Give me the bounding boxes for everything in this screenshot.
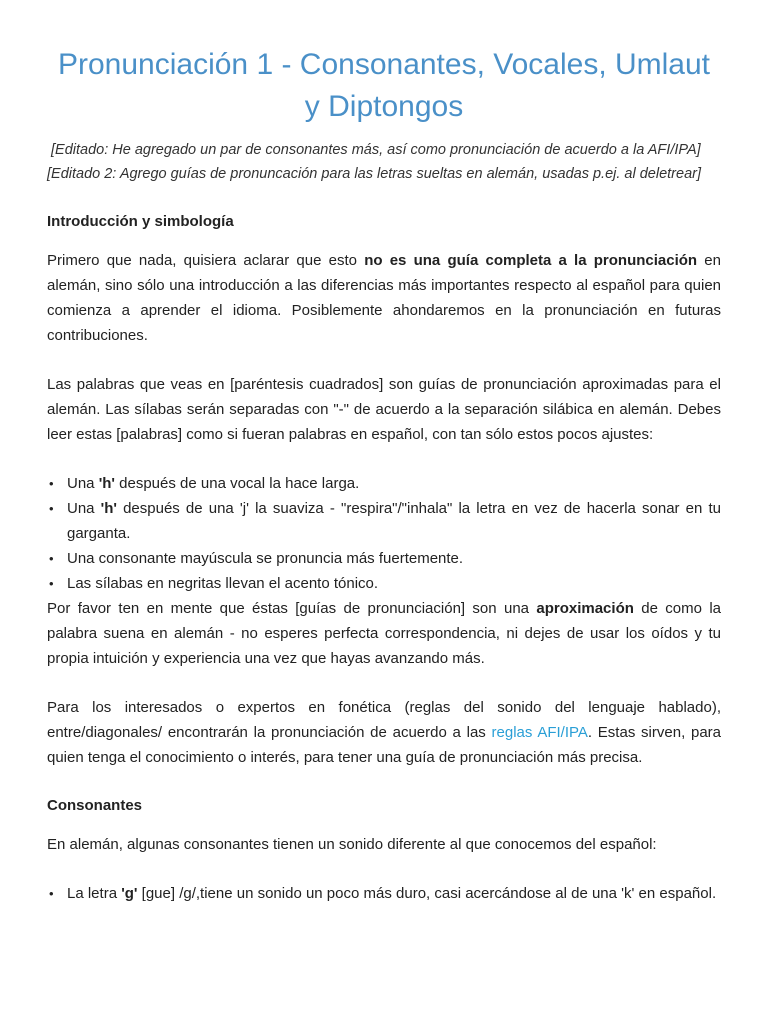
edit-note-1: [Editado: He agregado un par de consonantes más, así como pronunciación de acuerdo a la AFI/IPA] <box>51 142 701 158</box>
adjustments-list <box>47 471 721 596</box>
consonants-heading: Consonantes <box>47 797 143 814</box>
list-item: • Una 'h' después de una vocal la hace larga. <box>49 475 360 492</box>
afi-ipa-link[interactable]: reglas AFI/IPA <box>491 724 588 741</box>
intro-paragraph-2: Las palabras que veas en [paréntesis cuadrados] son guías de pronunciación aproximadas para el alemán. Las sílabas serán separadas con "-" de acuerdo a la separación silábica en alemán. Debes leer estas [palabras] como si fueran palabras en español, con tan sólo estos pocos ajustes: <box>47 376 721 443</box>
page-title: Pronunciación 1 - Consonantes, Vocales, Umlaut y Diptongos <box>57 48 711 123</box>
consonants-paragraph-1: En alemán, algunas consonantes tienen un sonido diferente al que conocemos del español: <box>47 836 657 853</box>
intro-paragraph-1: Primero que nada, quisiera aclarar que esto no es una guía completa a la pronunciación en alemán, sino sólo una introducción a las diferencias más importantes respecto al español para quien comienza a aprender el idioma. Posiblemente ahondaremos en la pronunciación en futuras contribuciones. <box>47 252 721 344</box>
document-page <box>47 44 721 906</box>
list-item: • La letra 'g' [gue] /g/,tiene un sonido un poco más duro, casi acercándose al de una 'k' en español. <box>49 885 717 902</box>
edit-note-2: [Editado 2: Agrego guías de pronuncación para las letras sueltas en alemán, usadas p.ej. al deletrear] <box>47 166 701 182</box>
intro-heading: Introducción y simbología <box>47 213 234 230</box>
intro-paragraph-3: Por favor ten en mente que éstas [guías de pronunciación] son una aproximación de como la palabra suena en alemán - no esperes perfecta correspondencia, ni dejes de usar los oídos y tu propia intuición y experiencia una vez que hayas avanzando más. <box>47 600 721 667</box>
consonants-list <box>47 881 721 906</box>
intro-paragraph-4: Para los interesados o expertos en fonética (reglas del sonido del lenguaje hablado), entre/diagonales/ encontrarán la pronunciación de acuerdo a las reglas AFI/IPA. Estas sirven, para quien tenga el conocimiento o interés, para tener una guía de pronunciación más precisa. <box>47 699 721 766</box>
list-item: • Una consonante mayúscula se pronuncia más fuertemente. <box>49 550 464 567</box>
list-item: • Las sílabas en negritas llevan el acento tónico. <box>49 575 379 592</box>
list-item: • Una 'h' después de una 'j' la suaviza - "respira"/"inhala" la letra en vez de hacerla sonar en tu garganta. <box>49 500 721 542</box>
